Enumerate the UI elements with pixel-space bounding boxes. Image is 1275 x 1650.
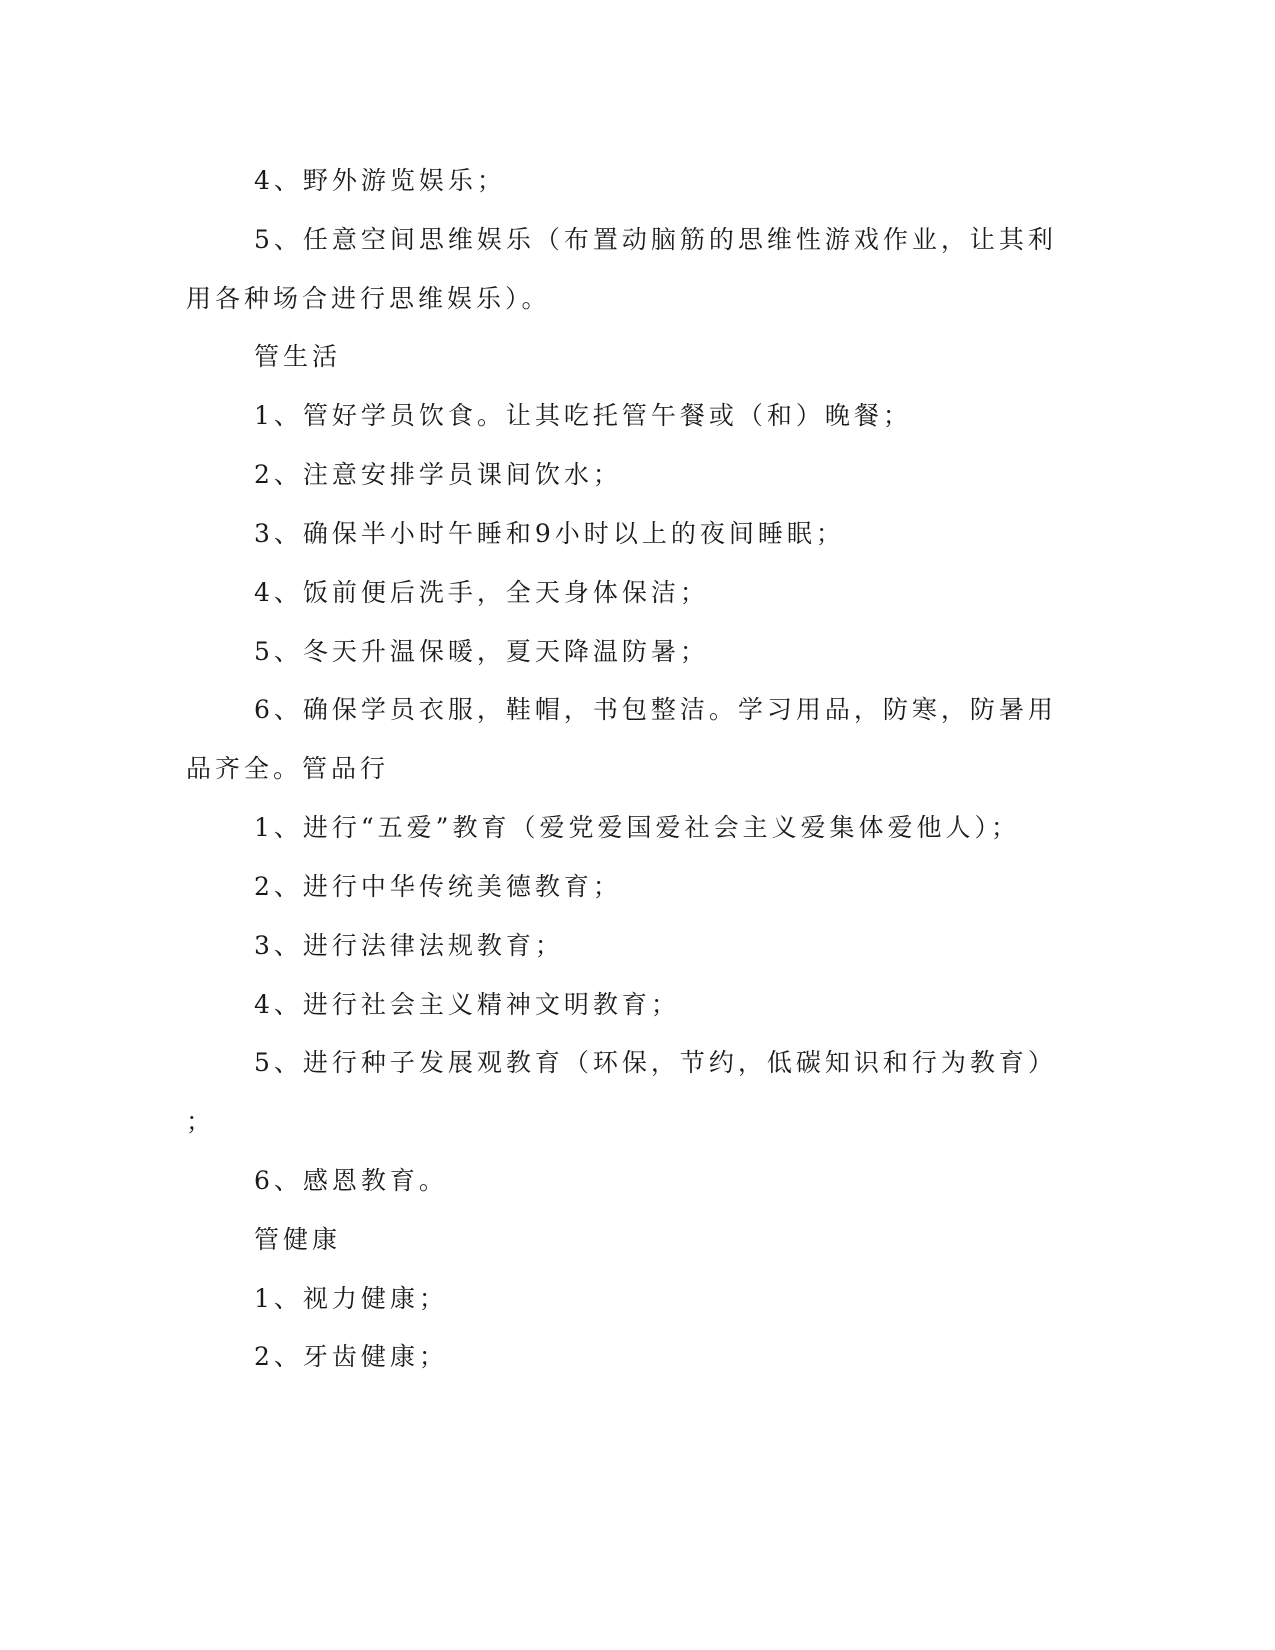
list-item-development-view: 5、进行种子发展观教育（环保，节约，低碳知识和行为教育）: [254, 1048, 1057, 1077]
list-item-meals: 1、管好学员饮食。让其吃托管午餐或（和）晚餐；: [254, 401, 912, 430]
paragraph-continuation: 用各种场合进行思维娱乐）。: [186, 284, 551, 313]
list-item-five-loves: 1、进行“五爱”教育（爱党爱国爱社会主义爱集体爱他人）；: [254, 813, 1020, 842]
list-item-law-education: 3、进行法律法规教育；: [254, 931, 564, 960]
section-heading-life: 管生活: [254, 342, 342, 371]
list-item-civilization: 4、进行社会主义精神文明教育；: [254, 990, 680, 1019]
paragraph-continuation-semicolon: ；: [186, 1107, 216, 1136]
section-heading-health: 管健康: [254, 1225, 342, 1254]
list-item-drinking-water: 2、注意安排学员课间饮水；: [254, 460, 622, 489]
list-item-hygiene: 4、饭前便后洗手，全天身体保洁；: [254, 578, 709, 607]
list-item-temperature: 5、冬天升温保暖，夏天降温防暑；: [254, 637, 709, 666]
list-item-traditional-virtues: 2、进行中华传统美德教育；: [254, 872, 622, 901]
list-item-thinking-entertainment: 5、任意空间思维娱乐（布置动脑筋的思维性游戏作业，让其利: [254, 225, 1057, 254]
list-item-vision: 1、视力健康；: [254, 1284, 448, 1313]
paragraph-continuation-conduct-heading: 品齐全。管品行: [186, 754, 390, 783]
list-item-gratitude: 6、感恩教育。: [254, 1166, 448, 1195]
list-item-outdoor-entertainment: 4、野外游览娱乐；: [254, 166, 506, 195]
list-item-sleep: 3、确保半小时午睡和9小时以上的夜间睡眠；: [254, 519, 845, 548]
list-item-clothing: 6、确保学员衣服，鞋帽，书包整洁。学习用品，防寒，防暑用: [254, 695, 1057, 724]
list-item-teeth: 2、牙齿健康；: [254, 1342, 448, 1371]
